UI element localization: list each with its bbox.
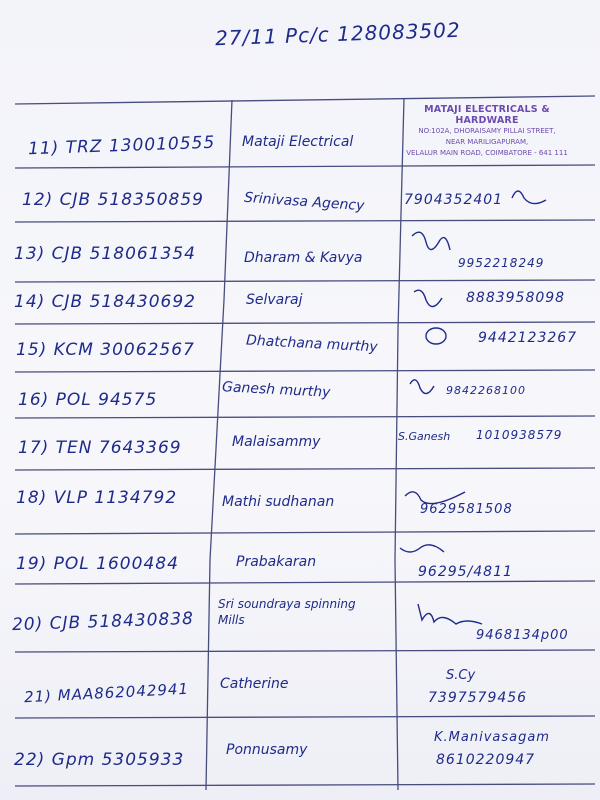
row-line <box>15 531 595 534</box>
stamp-line3: NEAR MARILIGAPURAM, <box>445 138 529 146</box>
entry-number: 21) MAA862042941 <box>23 679 190 707</box>
entry-number: 17) TEN 7643369 <box>18 438 182 458</box>
entry-signature: S.Cy <box>446 668 476 683</box>
entry-contact: 9842268100 <box>446 384 526 397</box>
entry-name: Srinivasa Agency <box>243 189 365 215</box>
entry-name: Sri soundraya spinning Mills <box>218 597 356 627</box>
entry-contact: 8610220947 <box>436 752 536 768</box>
stamp-line1: MATAJI ELECTRICALS & HARDWARE <box>424 104 550 126</box>
entry-name: Dhatchana murthy <box>245 332 379 356</box>
row-line <box>15 220 595 222</box>
entry-name: Malaisammy <box>232 434 321 450</box>
row-line <box>15 370 595 372</box>
entry-signature: S.Ganesh <box>398 430 451 443</box>
entry-contact: 96295/4811 <box>418 564 513 580</box>
entry-contact: 9468134p00 <box>476 628 569 643</box>
row-line <box>15 784 595 786</box>
entry-contact: 9442123267 <box>478 330 578 346</box>
entry-number: 14) CJB 518430692 <box>14 292 196 312</box>
row-line <box>15 650 595 652</box>
signature-scribble <box>418 604 482 624</box>
signature-scribble <box>400 545 444 552</box>
stamp-line2: NO:102A, DHORAISAMY PILLAI STREET, <box>418 127 556 135</box>
entry-name: Ponnusamy <box>226 742 308 758</box>
entry-name: Dharam & Kavya <box>244 250 363 266</box>
signature-scribble <box>410 380 434 394</box>
shop-stamp <box>392 104 582 159</box>
entry-name: Selvaraj <box>246 292 303 308</box>
entry-number: 12) CJB 518350859 <box>22 190 204 210</box>
row-line <box>15 96 595 104</box>
entry-number: 16) POL 94575 <box>18 390 158 410</box>
entry-number: 11) TRZ 130010555 <box>27 132 216 160</box>
stamp-line4: VELALUR MAIN ROAD, COIMBATORE - 641 111 <box>406 149 568 157</box>
entry-name: Ganesh murthy <box>221 379 331 401</box>
signature-scribble <box>426 328 446 344</box>
entry-contact: 7904352401 <box>404 192 504 208</box>
entry-name: Catherine <box>220 676 289 692</box>
row-line <box>15 581 595 584</box>
entry-contact: 7397579456 <box>428 690 528 706</box>
row-line <box>15 716 595 718</box>
entry-contact: 9952218249 <box>458 256 545 270</box>
signature-scribble <box>412 232 450 250</box>
row-line <box>15 416 595 418</box>
entry-number: 18) VLP 1134792 <box>16 488 178 508</box>
signature-scribble <box>414 290 442 306</box>
row-line <box>15 280 595 282</box>
entry-contact: 1010938579 <box>476 428 563 442</box>
entry-name: Mathi sudhanan <box>222 494 335 510</box>
signature-scribble <box>512 191 546 204</box>
entry-number: 19) POL 1600484 <box>16 554 179 574</box>
row-line <box>15 322 595 324</box>
row-line <box>15 165 595 168</box>
row-line <box>15 468 595 470</box>
entry-number: 15) KCM 30062567 <box>16 340 195 360</box>
entry-name: Mataji Electrical <box>242 134 354 150</box>
page-header: 27/11 Pc/c 128083502 <box>214 17 462 51</box>
entry-number: 13) CJB 518061354 <box>14 244 196 264</box>
entry-contact: 9629581508 <box>420 502 513 517</box>
column-line <box>395 98 404 790</box>
entry-number: 22) Gpm 5305933 <box>14 750 185 770</box>
entry-number: 20) CJB 518430838 <box>11 608 195 636</box>
entry-signature: K.Manivasagam <box>434 730 550 745</box>
entry-name: Prabakaran <box>236 554 317 570</box>
entry-contact: 8883958098 <box>466 290 566 306</box>
